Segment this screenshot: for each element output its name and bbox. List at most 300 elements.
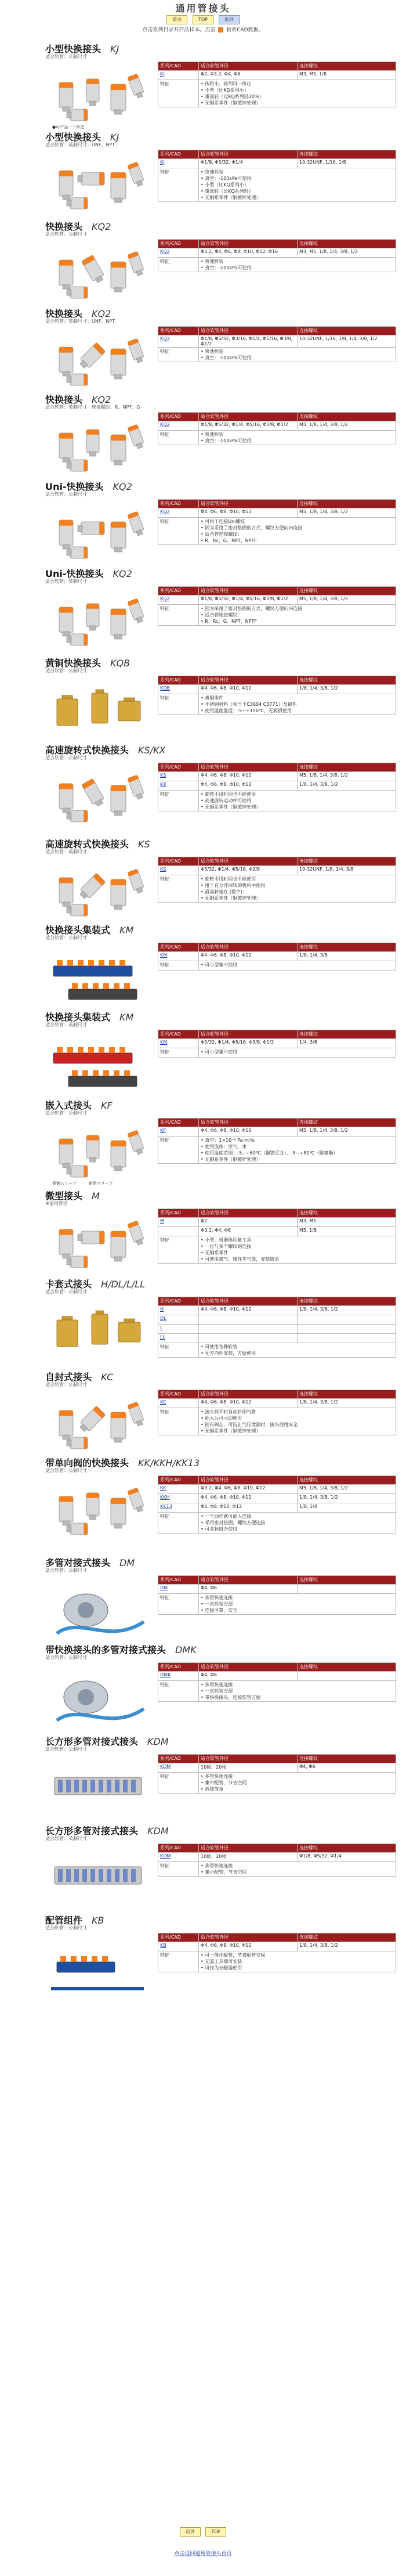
spec-row xyxy=(158,1942,396,1951)
header-thread: 连接螺纹 xyxy=(298,1390,396,1399)
header-thread: 连接螺纹 xyxy=(298,1119,396,1127)
header xyxy=(0,0,406,42)
spec-row xyxy=(158,1503,396,1513)
series-link[interactable]: KK xyxy=(158,1485,199,1494)
feature-row xyxy=(158,875,396,903)
series-link[interactable]: KJ xyxy=(158,159,199,168)
series-code: KQB xyxy=(110,658,130,669)
series-link[interactable]: KDM xyxy=(158,1763,199,1773)
product-photo[interactable] xyxy=(45,150,150,215)
spec-table xyxy=(158,586,396,626)
feature-item: • 一个动作就可插入连接 xyxy=(201,1513,394,1520)
spec-row xyxy=(158,421,396,431)
spec-row xyxy=(158,1494,396,1503)
header-tube-od: 适合软管外径 xyxy=(199,1476,298,1485)
section-subtitle: 适合软管：公制尺寸 xyxy=(45,755,87,760)
features-cell xyxy=(199,694,396,715)
section-subtitle: 适合软管：英制尺寸；UNF、NPT xyxy=(45,319,115,324)
feature-item: • 适合管连接螺纹： xyxy=(201,612,394,618)
feature-row xyxy=(158,961,396,970)
section-subtitle: 适合软管：公制尺寸 xyxy=(45,1468,87,1473)
series-link[interactable]: KQ2 xyxy=(158,248,199,258)
series-code: DM xyxy=(119,1557,135,1568)
feature-row xyxy=(158,258,396,272)
product-photo[interactable] xyxy=(45,1390,150,1455)
feature-row xyxy=(158,1408,396,1435)
product-photo[interactable] xyxy=(45,943,150,1008)
fitting-photo-art xyxy=(45,412,150,477)
fitting-photo-art xyxy=(45,1208,150,1273)
feature-item: • 一位与多个螺纹的连接 xyxy=(201,1243,394,1250)
header-tube-od: 适合软管外径 xyxy=(199,1663,298,1672)
series-link[interactable]: M xyxy=(158,1218,199,1227)
spec-row xyxy=(158,952,396,961)
features-label: 特征 xyxy=(158,1773,199,1794)
tube-od-cell: Φ4, Φ6, Φ8, Φ10, Φ12 xyxy=(199,508,298,518)
feature-item: • 可使用各种软管 xyxy=(201,1344,394,1350)
header-thread: 连接螺纹 xyxy=(298,587,396,596)
series-link[interactable]: KQ2 xyxy=(158,596,199,605)
feature-item: • 黄铜零件 xyxy=(201,695,394,701)
product-photo[interactable] xyxy=(45,1118,150,1183)
spec-header-row xyxy=(158,1663,396,1672)
series-link[interactable]: KQ2 xyxy=(158,421,199,431)
section-subtitle: 适合软管：公制尺寸 xyxy=(45,668,87,673)
feature-row xyxy=(158,1236,396,1264)
spec-table xyxy=(158,1030,396,1058)
header-note xyxy=(0,26,406,33)
spec-row xyxy=(158,1763,396,1773)
features-label: 特征 xyxy=(158,258,199,272)
thread-cell: Φ1/8, Φ5/32, Φ1/4 xyxy=(298,1853,396,1862)
spec-table xyxy=(158,1390,396,1435)
feature-item: • 可一体化配管，节省配管空间 xyxy=(201,1952,394,1958)
header-thread: 连接螺纹 xyxy=(298,1030,396,1039)
feature-item: • 因为采用了密封垫圈的方式，螺纹方便向内连接 xyxy=(201,605,394,612)
product-photo[interactable] xyxy=(45,1843,150,1908)
section-subtitle: 适合软管：公制尺寸 xyxy=(45,1568,87,1573)
spec-header-row xyxy=(158,1476,396,1485)
feature-item: • 可使用氮气、惰性等气体，安装简单 xyxy=(201,1256,394,1262)
spec-table xyxy=(158,499,396,545)
photo-caption: ●可产品一下所选 xyxy=(52,125,85,129)
series-code: KM xyxy=(119,1012,134,1023)
tube-od-cell: Φ4, Φ6, Φ8, Φ10, Φ12 xyxy=(199,772,298,781)
tube-od-cell: Φ2, Φ3.2, Φ4, Φ6 xyxy=(199,71,298,80)
product-photo[interactable] xyxy=(45,763,150,828)
product-photo[interactable] xyxy=(45,1475,150,1540)
section-subtitle: 适合软管：公制尺寸 xyxy=(45,935,87,940)
header-thread: 连接螺纹 xyxy=(298,1576,396,1585)
feature-item: • 集中配管，节省空间 xyxy=(201,1780,394,1786)
feature-item: • 真空：-100kPa可使用 xyxy=(201,438,394,444)
spec-row xyxy=(158,1853,396,1862)
product-photo[interactable] xyxy=(45,62,150,127)
series-link[interactable]: KS xyxy=(158,866,199,875)
footer-home-link[interactable]: 点击返回通用管接头首页 xyxy=(174,2551,232,2557)
product-photo[interactable] xyxy=(45,676,150,741)
feature-item: • 真空：-100kPa可使用 xyxy=(201,355,394,361)
tube-od-cell xyxy=(199,1334,298,1343)
feature-item: • 集中配管，节省空间 xyxy=(201,1869,394,1875)
feature-item: • 旋转不用时间也不能使用 xyxy=(201,876,394,882)
spec-header-row xyxy=(158,62,396,71)
feature-row xyxy=(158,1862,396,1877)
fitting-photo-art xyxy=(45,1662,150,1727)
header-tube-od: 适合软管外径 xyxy=(199,500,298,508)
series-link[interactable]: H xyxy=(158,1306,199,1315)
top-nav xyxy=(0,15,406,24)
feature-row xyxy=(158,1048,396,1058)
product-photo[interactable] xyxy=(45,1754,150,1819)
header-series: 系列/CAD xyxy=(158,1663,199,1672)
section-subtitle: 适合软管：公制尺寸 xyxy=(45,492,87,497)
product-photo[interactable] xyxy=(45,857,150,922)
header-thread: 连接螺纹 xyxy=(298,1209,396,1218)
section-name: Uni-快换接头 xyxy=(45,481,104,492)
product-photo[interactable] xyxy=(45,499,150,564)
header-series: 系列/CAD xyxy=(158,676,199,685)
series-link[interactable]: KM xyxy=(158,1039,199,1048)
series-code: KQ2 xyxy=(92,308,111,319)
features-cell xyxy=(199,258,396,272)
tube-od-cell: Φ4, Φ6 xyxy=(199,1585,298,1594)
feature-row xyxy=(158,791,396,811)
tube-od-cell: Φ4, Φ6, Φ8, Φ10, Φ12 xyxy=(199,1127,298,1137)
features-label: 特征 xyxy=(158,961,199,970)
features-cell xyxy=(199,1236,396,1264)
feature-item: • 真空：-100kPa可使用 xyxy=(201,265,394,271)
header-thread: 连接螺纹 xyxy=(298,1297,396,1306)
spec-header-row xyxy=(158,327,396,335)
tube-od-cell: Φ1/8, Φ5/32, Φ1/4, Φ5/16, Φ3/8, Φ1/2 xyxy=(199,421,298,431)
section-name: 带快换接头的多管对接式接头 xyxy=(45,1644,166,1655)
page-title: 通用管接头 xyxy=(175,3,231,14)
product-photo[interactable] xyxy=(45,326,150,391)
spec-table xyxy=(158,1475,396,1534)
features-cell xyxy=(199,961,396,970)
spec-row xyxy=(158,772,396,781)
header-series: 系列/CAD xyxy=(158,763,199,772)
series-link[interactable]: KB xyxy=(158,1942,199,1951)
thread-cell: 10-32UNF, 1/16, 1/8 xyxy=(298,159,396,168)
features-label: 特征 xyxy=(158,605,199,626)
series-link[interactable]: KF xyxy=(158,1127,199,1137)
spec-table xyxy=(158,412,396,445)
fitting-photo-art xyxy=(45,1933,150,1998)
header-tube-od: 适合软管外径 xyxy=(199,1209,298,1218)
spec-row xyxy=(158,596,396,605)
features-label: 特征 xyxy=(158,1343,199,1358)
header-tube-od: 适合软管外径 xyxy=(199,943,298,952)
series-link[interactable]: KJ xyxy=(158,71,199,80)
thread-cell: M3, M5, 1/8, 1/4, 3/8, 1/2 xyxy=(298,248,396,258)
feature-item: • 多管快速连接 xyxy=(201,1773,394,1780)
features-label: 特征 xyxy=(158,1137,199,1164)
prev-page-button[interactable]: 前页 xyxy=(166,15,187,24)
section-subtitle: 适合软管：公制尺寸 xyxy=(45,1747,87,1752)
feature-item: • 快速拆装 xyxy=(201,431,394,438)
feature-item: • 快速拆装 xyxy=(201,348,394,355)
header-thread: 连接螺纹 xyxy=(298,327,396,335)
thread-cell: M5, 1/8, 1/4, 3/8, 1/2 xyxy=(298,772,396,781)
series-link[interactable]: KQ2 xyxy=(158,508,199,518)
fitting-photo-art xyxy=(45,943,150,1008)
header-thread: 连接螺纹 xyxy=(298,1663,396,1672)
series-link[interactable]: KQB xyxy=(158,685,199,694)
tube-od-cell: Φ4, Φ6, Φ8, Φ10, Φ12 xyxy=(199,1306,298,1315)
feature-item: • R、Rc、G、NPT、NPTF xyxy=(201,537,394,544)
header-tube-od: 适合软管外径 xyxy=(199,1576,298,1585)
series-code: KS/KX xyxy=(138,745,166,756)
features-label: 特征 xyxy=(158,1862,199,1877)
spec-row xyxy=(158,1218,396,1227)
header-series: 系列/CAD xyxy=(158,62,199,71)
series-link[interactable]: KX xyxy=(158,781,199,791)
series-link[interactable]: KKH xyxy=(158,1494,199,1503)
spec-header-row xyxy=(158,1030,396,1039)
spec-row xyxy=(158,781,396,791)
section-subtitle: 适合软管：英制尺寸 xyxy=(45,579,87,584)
features-label: 特征 xyxy=(158,80,199,107)
feature-item: • 可小型集中使用 xyxy=(201,1049,394,1055)
series-link[interactable]: KK13 xyxy=(158,1503,199,1513)
feature-item: • 旋转不用时间也不能使用 xyxy=(201,791,394,798)
features-cell xyxy=(199,1951,396,1972)
thread-cell: 10-32UNF, 1/16, 1/8, 1/4, 3/8, 1/2 xyxy=(298,335,396,348)
spec-table xyxy=(158,1754,396,1794)
thread-cell: M5, 1/8 xyxy=(298,1227,396,1236)
header-series: 系列/CAD xyxy=(158,943,199,952)
spec-table xyxy=(158,150,396,202)
features-label: 特征 xyxy=(158,1513,199,1534)
section-subtitle: 适合软管：公制尺寸 xyxy=(45,1925,87,1931)
series-link[interactable]: KDM xyxy=(158,1853,199,1862)
tube-od-cell: Φ4, Φ6, Φ8, Φ10, Φ12 xyxy=(199,781,298,791)
feature-item: • 可多种组合使用 xyxy=(201,1526,394,1532)
header-tube-od: 适合软管外径 xyxy=(199,240,298,248)
header-thread: 连接螺纹 xyxy=(298,150,396,159)
section-name: 快换接头 xyxy=(45,308,83,319)
section-name: 多管对接式接头 xyxy=(45,1557,111,1568)
series-link[interactable]: LL xyxy=(158,1334,199,1343)
section-subtitle: 适合软管：公制尺寸 xyxy=(45,1289,87,1294)
fitting-photo-art xyxy=(45,586,150,651)
section-name: 快换接头 xyxy=(45,221,83,232)
product-photo[interactable] xyxy=(45,1030,150,1095)
spec-row xyxy=(158,508,396,518)
spec-row xyxy=(158,159,396,168)
spec-header-row xyxy=(158,943,396,952)
series-code: KQ2 xyxy=(113,481,132,492)
product-photo[interactable] xyxy=(45,1662,150,1727)
note-prefix: 点击系列目录开产品样本。点击 xyxy=(142,27,216,33)
feature-item: • 小型（比KQ系列小） xyxy=(201,182,394,188)
cad-icon xyxy=(218,27,223,33)
product-photo[interactable] xyxy=(45,1933,150,1998)
section-subtitle: 适合软管：英制尺寸 xyxy=(45,1022,87,1027)
feature-item: • 重量轻（比KQ系列轻20%） xyxy=(201,93,394,100)
tube-od-cell: Φ4, Φ6, Φ8, Φ10, Φ12 xyxy=(199,1942,298,1951)
header-series: 系列/CAD xyxy=(158,1390,199,1399)
tube-od-cell: Φ4, Φ6, Φ8, Φ10, Φ12 xyxy=(199,1399,298,1408)
product-photo[interactable] xyxy=(45,239,150,304)
tube-od-cell: Φ1/8, Φ5/32, Φ1/4, Φ5/16, Φ3/8, Φ1/2 xyxy=(199,596,298,605)
fitting-photo-art xyxy=(45,1475,150,1540)
tube-od-cell: Φ4, Φ6 xyxy=(199,1672,298,1681)
features-cell xyxy=(199,518,396,545)
features-cell xyxy=(199,1137,396,1164)
header-series: 系列/CAD xyxy=(158,1209,199,1218)
series-link[interactable]: DMK xyxy=(158,1672,199,1681)
header-thread: 连接螺纹 xyxy=(298,1755,396,1763)
header-tube-od: 适合软管外径 xyxy=(199,857,298,866)
spec-header-row xyxy=(158,1119,396,1127)
feature-item: • 最高转速在 (数字)： xyxy=(201,889,394,895)
feature-item: • 重量轻（比KQ系列轻） xyxy=(201,188,394,194)
header-thread: 连接螺纹 xyxy=(298,943,396,952)
thread-cell: 10-32UNF, 1/8, 1/4, 3/8 xyxy=(298,866,396,875)
section-subtitle: 适合软管：公制尺寸 xyxy=(45,232,87,237)
thread-cell: 1/8, 1/4 xyxy=(298,1503,396,1513)
thread-cell: 1/8, 1/4, 3/8, 1/2 xyxy=(298,1306,396,1315)
features-cell xyxy=(199,80,396,107)
header-thread: 连接螺纹 xyxy=(298,1933,396,1942)
spec-table xyxy=(158,62,396,107)
tube-od-cell xyxy=(199,1315,298,1325)
features-cell xyxy=(199,431,396,445)
section-subtitle: 适合软管：公制尺寸 xyxy=(45,1382,87,1387)
fitting-photo-art xyxy=(45,239,150,304)
series-link[interactable]: KM xyxy=(158,952,199,961)
header-thread: 连接螺纹 xyxy=(298,240,396,248)
spec-row xyxy=(158,1672,396,1681)
series-code: KDM xyxy=(147,1736,169,1747)
spec-header-row xyxy=(158,763,396,772)
thread-cell: 1/8, 1/4, 3/8, 1/2 xyxy=(298,1399,396,1408)
product-photo[interactable] xyxy=(45,1297,150,1362)
photo-caption: 铜镀スリーブ 樹脂スリーブ xyxy=(52,1181,113,1186)
tube-od-cell: 10根、20根 xyxy=(199,1763,298,1773)
features-label: 特征 xyxy=(158,1236,199,1264)
series-link[interactable]: DM xyxy=(158,1585,199,1594)
header-series: 系列/CAD xyxy=(158,1030,199,1039)
footer-top-button[interactable]: TOP xyxy=(205,2527,226,2537)
feature-row xyxy=(158,1773,396,1794)
thread-cell: M3, M5, 1/8 xyxy=(298,71,396,80)
header-series: 系列/CAD xyxy=(158,327,199,335)
series-button[interactable]: 系列 xyxy=(219,15,240,24)
feature-item: • 无铜系零件（铜镀锌处理） xyxy=(201,895,394,901)
series-code: KJ xyxy=(110,44,119,55)
series-link[interactable] xyxy=(158,1227,199,1236)
thread-cell: 1/8, 1/4, 3/8, 1/2 xyxy=(298,685,396,694)
spec-header-row xyxy=(158,1390,396,1399)
spec-header-row xyxy=(158,413,396,421)
header-series: 系列/CAD xyxy=(158,1476,199,1485)
feature-item: • 无铜系零件（铜镀锌处理） xyxy=(201,1428,394,1434)
footer-prev-button[interactable]: 前页 xyxy=(180,2527,201,2537)
fitting-photo-art xyxy=(45,62,150,127)
header-series: 系列/CAD xyxy=(158,857,199,866)
section-name: 微型接头 xyxy=(45,1190,83,1202)
thread-cell xyxy=(298,1672,396,1681)
features-cell xyxy=(199,1681,396,1702)
tube-od-cell: Φ3.2, Φ4, Φ6 xyxy=(199,1227,298,1236)
header-series: 系列/CAD xyxy=(158,1297,199,1306)
series-link[interactable]: L xyxy=(158,1325,199,1334)
feature-item: • 无铜系零件（铜镀锌处理） xyxy=(201,804,394,810)
feature-item: • 带快换接头，连接软管方便 xyxy=(201,1694,394,1701)
feature-item: • 一次拆装方便 xyxy=(201,1688,394,1694)
thread-cell: 1/8, 1/4, 3/8, 1/2 xyxy=(298,781,396,791)
features-label: 特征 xyxy=(158,791,199,811)
feature-row xyxy=(158,1951,396,1972)
thread-cell: M3, M5 xyxy=(298,1218,396,1227)
tube-od-cell: Φ1/8, Φ5/32, Φ3/16, Φ1/4, Φ5/16, Φ3/8, Φ1/2 xyxy=(199,335,298,348)
series-link[interactable]: DL xyxy=(158,1315,199,1325)
spec-row xyxy=(158,335,396,348)
series-code: DMK xyxy=(175,1644,197,1655)
section-name: 配管组件 xyxy=(45,1915,83,1926)
section-name: Uni-快换接头 xyxy=(45,568,104,579)
section-name: 高速旋转式快换接头 xyxy=(45,839,129,850)
feature-item: • 快速拆装 xyxy=(201,258,394,265)
feature-item: • 因为采用了密封垫圈的方式，螺纹方便向内连接 xyxy=(201,525,394,531)
thread-cell: 1/8, 1/4, 3/8, 1/2 xyxy=(298,1942,396,1951)
top-button[interactable]: TOP xyxy=(193,15,213,24)
spec-row xyxy=(158,1585,396,1594)
series-link[interactable]: KC xyxy=(158,1399,199,1408)
product-photo[interactable] xyxy=(45,412,150,477)
features-label: 特征 xyxy=(158,1951,199,1972)
features-cell xyxy=(199,875,396,903)
spec-header-row xyxy=(158,500,396,508)
feature-item: • 可用于连接Uni螺纹 xyxy=(201,518,394,525)
series-code: KQ2 xyxy=(113,568,132,579)
series-code: KDM xyxy=(147,1825,169,1837)
tube-od-cell: Φ6, Φ8, Φ10, Φ12 xyxy=(199,1503,298,1513)
tube-od-cell: Φ1/8, Φ5/32, Φ1/4 xyxy=(199,159,298,168)
product-photo[interactable] xyxy=(45,586,150,651)
feature-row xyxy=(158,605,396,626)
spec-header-row xyxy=(158,676,396,685)
feature-row xyxy=(158,518,396,545)
feature-item: • 无需工具即可安装 xyxy=(201,1958,394,1965)
fitting-photo-art xyxy=(45,676,150,741)
section-name: 高速旋转式快换接头 xyxy=(45,745,129,756)
header-series: 系列/CAD xyxy=(158,1933,199,1942)
header-thread: 连接螺纹 xyxy=(298,763,396,772)
product-photo[interactable] xyxy=(45,1208,150,1273)
header-tube-od: 适合软管外径 xyxy=(199,1755,298,1763)
features-cell xyxy=(199,1862,396,1877)
fitting-photo-art xyxy=(45,1575,150,1640)
feature-item: • 适合管连接螺纹： xyxy=(201,531,394,537)
series-link[interactable]: KQ2 xyxy=(158,335,199,348)
series-link[interactable]: KS xyxy=(158,772,199,781)
feature-row xyxy=(158,694,396,715)
product-photo[interactable] xyxy=(45,1575,150,1640)
section-subtitle: 适合软管：英制尺寸 xyxy=(45,1836,87,1841)
feature-item: • 无铜系零件 xyxy=(201,1250,394,1256)
feature-item: • 可小型集中使用 xyxy=(201,962,394,968)
spec-table xyxy=(158,1118,396,1164)
series-code: KQ2 xyxy=(92,394,111,405)
tube-od-cell: Φ4, Φ6, Φ8, Φ10, Φ12 xyxy=(199,685,298,694)
header-tube-od: 适合软管外径 xyxy=(199,327,298,335)
feature-row xyxy=(158,168,396,202)
